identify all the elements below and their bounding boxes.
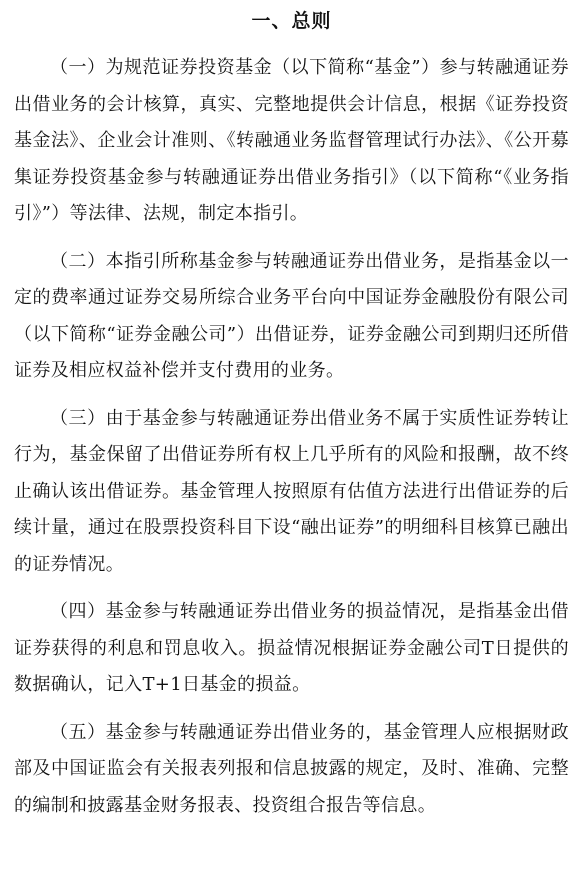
paragraph-5: （五）基金参与转融通证券出借业务的，基金管理人应根据财政部及中国证监会有关报表列报和信息披露的规定，及时、准确、完整的编制和披露基金财务报表、投资组合报告等信息。 — [14, 721, 569, 816]
section-heading: 一、总则 — [251, 10, 332, 32]
paragraph-2: （二）本指引所称基金参与转融通证券出借业务，是指基金以一定的费率通过证券交易所综合业务平台向中国证券金融股份有限公司（以下简称“证券金融公司”）出借证券，证券金融公司到期归还所借证券及相应权益补偿并支付费用的业务。 — [14, 250, 569, 381]
paragraph-1: （一）为规范证券投资基金（以下简称“基金”）参与转融通证券出借业务的会计核算，真实、完整地提供会计信息，根据《证券投资基金法》、企业会计准则、《转融通业务监督管理试行办法》、《公开募集证券投资基金参与转融通证券出借业务指引》（以下简称“《业务指引》”）等法律、法规，制定本指引。 — [14, 57, 569, 224]
paragraph-4: （四）基金参与转融通证券出借业务的损益情况，是指基金出借证券获得的利息和罚息收入。损益情况根据证券金融公司T日提供的数据确认，记入T+1日基金的损益。 — [14, 601, 569, 695]
paragraph-3: （三）由于基金参与转融通证券出借业务不属于实质性证券转让行为，基金保留了出借证券所有权上几乎所有的风险和报酬，故不终止确认该出借证券。基金管理人按照原有估值方法进行出借证券的后续计量，通过在股票投资科目下设“融出证券”的明细科目核算已融出的证券情况。 — [14, 407, 569, 575]
